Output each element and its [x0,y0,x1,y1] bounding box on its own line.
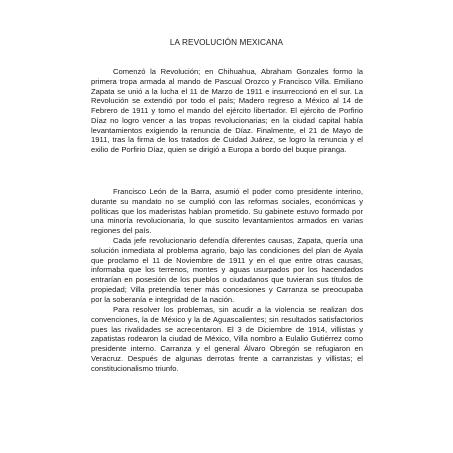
paragraph-conventions: Para resolver los problemas, sin acudir a la violencia se realizan dos convenciones, la de México y la de Aguascalientes; sin resultados satisfactorios pues las rivalidades se acrecentaron. El 3 de Diciembre de 1914, villistas y zapatistas rodearon la ciudad de México, Villa nombro a Eulalio Gutiérrez como presidente interno. Carranza y el general Álvaro Obregón se refugiaron en Veracruz. Después de algunas derrotas frente a carranzistas y villistas; el constitucionalismo triunfo. [91,305,363,373]
paragraph-revolutionary-leaders: Cada jefe revolucionario defendía diferentes causas, Zapata, quería una solución inmediata al problema agrario, bajo las condiciones del plan de Ayala que proclamo el 11 de Noviembre de 1911 y en el que entre otras causas, informaba que los terrenos, montes y aguas usurpados por los hacendados entrarían en posesión de los pueblos o ciudadanos que tuvieran sus títulos de propiedad; Villa pretendía tener más concesiones y Carranza se preocupaba por la soberanía e integridad de la nación. [91,236,363,304]
document-title: LA REVOLUCIÓN MEXICANA [169,38,284,47]
paragraph-revolution-begins: Comenzó la Revolución; en Chihuahua, Abraham Gonzales formo la primera tropa armada al mando de Pascual Orozco y Francisco Villa. Emiliano Zapata se unió a la lucha el 11 de Marzo de 1911 e insurreccionó en el sur. La Revolución se extendió por todo el país; Madero regreso a México al 14 de Febrero de 1911 y tomo el mando del ejército libertador. El ejército de Porfirio Díaz no logro vencer a las tropas revolucionarias; en la ciudad capital había levantamientos exigiendo la renuncia de Díaz. Finalmente, el 21 de Mayo de 1911, tras la firma de los tratados de Cuidad Juárez, se logro la renuncia y el exilio de Porfirio Díaz, quien se dirigió a Europa a bordo del buque piranga. [91,67,363,154]
paragraph-leon-de-la-barra: Francisco León de la Barra, asumió el poder como presidente interino, durante su mandato no se cumplió con las reformas sociales, económicas y políticas que los maderistas habían prometido. Su gabinete estuvo formado por una minoría revolucionaria, lo que suscito levantamientos armados en varias regiones del país. [91,187,363,235]
